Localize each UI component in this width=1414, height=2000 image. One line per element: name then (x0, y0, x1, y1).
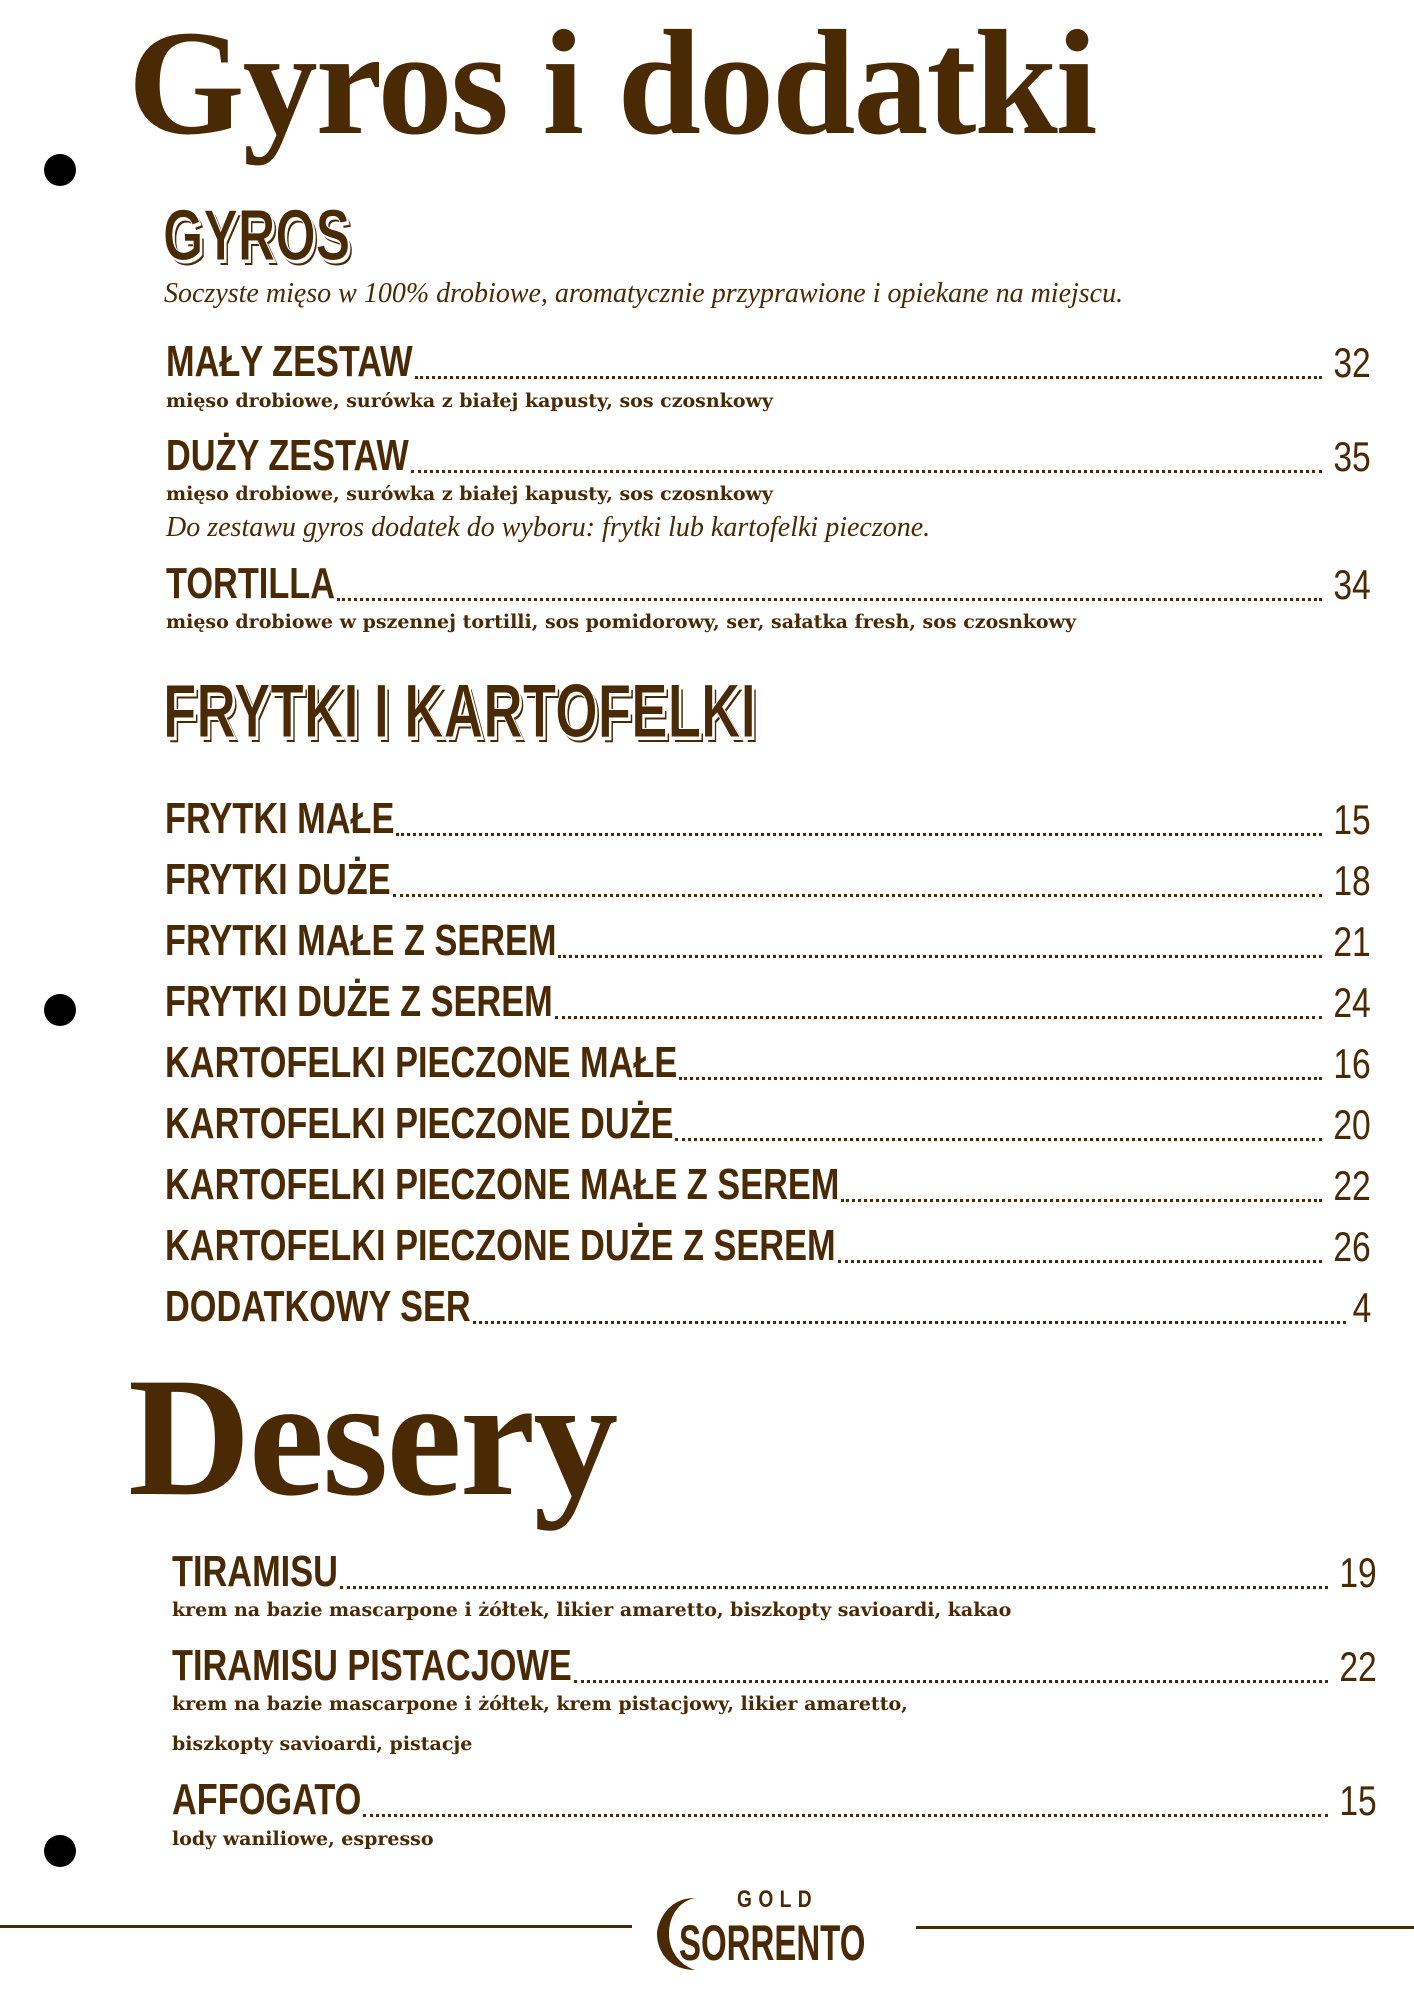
dot-leader (675, 1138, 1322, 1141)
item-price: 15 (1339, 1777, 1377, 1824)
item-price: 35 (1333, 433, 1371, 480)
item-name: MAŁY ZESTAW (166, 337, 413, 386)
item-description: krem na bazie mascarpone i żółtek, likier amaretto, biszkopty savioardi, kakao (172, 1599, 1012, 1621)
menu-item (165, 1160, 1371, 1209)
dot-leader (473, 1321, 1346, 1324)
item-price: 20 (1333, 1101, 1371, 1148)
menu-item (165, 794, 1371, 843)
item-name: KARTOFELKI PIECZONE MAŁE (165, 1038, 678, 1087)
item-name: TIRAMISU PISTACJOWE (172, 1641, 572, 1690)
item-description: lody waniliowe, espresso (172, 1828, 434, 1850)
item-description: krem na bazie mascarpone i żółtek, krem pistacjowy, likier amaretto, (172, 1693, 908, 1715)
footer-divider (916, 1926, 1414, 1929)
item-name: TORTILLA (166, 559, 336, 608)
item-price: 21 (1333, 918, 1371, 965)
item-price: 24 (1333, 979, 1371, 1026)
menu-item (165, 1099, 1371, 1148)
item-name: KARTOFELKI PIECZONE MAŁE Z SEREM (165, 1160, 840, 1209)
item-price: 4 (1352, 1284, 1371, 1331)
dot-leader (340, 1586, 1328, 1589)
dot-leader (574, 1680, 1329, 1683)
dot-leader (841, 1199, 1322, 1202)
item-price: 34 (1333, 561, 1371, 608)
item-price: 16 (1333, 1040, 1371, 1087)
dot-leader (838, 1260, 1323, 1263)
menu-item (166, 431, 1371, 480)
punch-hole (44, 994, 76, 1026)
dot-leader (555, 1016, 1323, 1019)
dot-leader (393, 894, 1323, 897)
item-name: FRYTKI DUŻE (165, 855, 391, 904)
item-price: 22 (1333, 1162, 1371, 1209)
section-heading-desserts: Desery (128, 1343, 617, 1531)
menu-item (165, 1221, 1371, 1270)
menu-item (165, 1282, 1371, 1331)
item-name: KARTOFELKI PIECZONE DUŻE (165, 1099, 674, 1148)
punch-hole (44, 154, 76, 186)
menu-item (165, 1038, 1371, 1087)
menu-item (165, 916, 1371, 965)
dot-leader (337, 598, 1322, 601)
item-name: FRYTKI MAŁE Z SEREM (165, 916, 557, 965)
item-price: 32 (1333, 339, 1371, 386)
item-price: 19 (1339, 1549, 1377, 1596)
item-name: FRYTKI DUŻE Z SEREM (165, 977, 553, 1026)
menu-item (166, 337, 1371, 386)
item-description: biszkopty savioardi, pistacje (172, 1733, 473, 1755)
logo-text-top: GOLD (737, 1886, 819, 1913)
item-description: mięso drobiowe, surówka z białej kapusty, sos czosnkowy (166, 483, 773, 505)
item-price: 15 (1333, 796, 1371, 843)
dot-leader (363, 1814, 1328, 1817)
footer-divider (0, 1925, 632, 1928)
gyros-note: Do zestawu gyros dodatek do wyboru: frytki lub kartofelki pieczone. (166, 512, 931, 543)
section-heading-fries: FRYTKI I KARTOFELKI (163, 669, 756, 754)
menu-item (165, 855, 1371, 904)
menu-item (172, 1775, 1377, 1824)
item-name: DUŻY ZESTAW (166, 431, 409, 480)
dot-leader (411, 470, 1323, 473)
menu-item (172, 1641, 1377, 1690)
dot-leader (415, 376, 1323, 379)
item-name: AFFOGATO (172, 1775, 362, 1824)
dot-leader (679, 1077, 1322, 1080)
logo (655, 1888, 895, 1974)
item-name: FRYTKI MAŁE (165, 794, 395, 843)
section-heading-gyros: GYROS (163, 196, 351, 276)
dot-leader (396, 833, 1322, 836)
item-name: TIRAMISU (172, 1547, 338, 1596)
item-price: 22 (1339, 1643, 1377, 1690)
menu-item (172, 1547, 1377, 1596)
gyros-subtitle: Soczyste mięso w 100% drobiowe, aromatycznie przyprawione i opiekane na miejscu. (164, 278, 1124, 309)
item-name: KARTOFELKI PIECZONE DUŻE Z SEREM (165, 1221, 836, 1270)
item-name: DODATKOWY SER (165, 1282, 471, 1331)
item-description: mięso drobiowe, surówka z białej kapusty, sos czosnkowy (166, 390, 773, 412)
item-description: mięso drobiowe w pszennej tortilli, sos pomidorowy, ser, sałatka fresh, sos czosnkowy (166, 611, 1076, 633)
menu-item (165, 977, 1371, 1026)
menu-item (166, 559, 1371, 608)
punch-hole (44, 1835, 76, 1867)
logo-text-main: SORRENTO (679, 1915, 866, 1971)
page-title: Gyros i dodatki (128, 0, 1096, 166)
item-price: 26 (1333, 1223, 1371, 1270)
item-price: 18 (1333, 857, 1371, 904)
dot-leader (558, 955, 1322, 958)
